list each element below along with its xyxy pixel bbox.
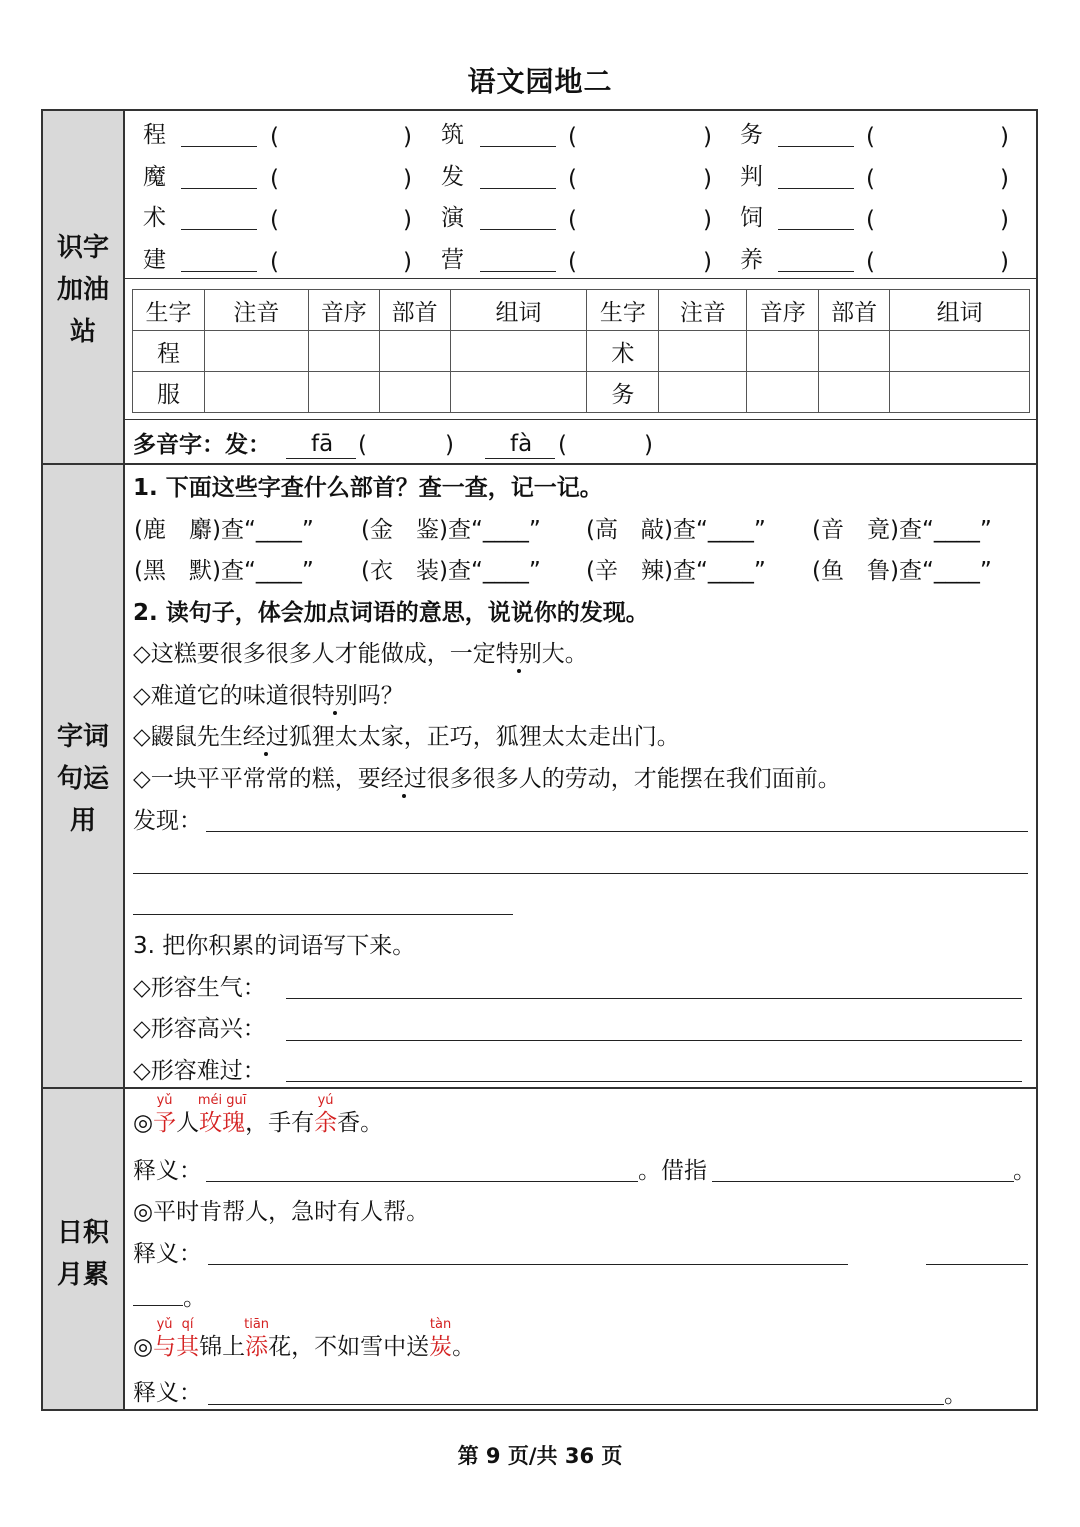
table-cell-blank[interactable] [450, 331, 587, 372]
section2-label [43, 716, 123, 842]
paren-close: ) [403, 207, 412, 233]
label-line: 站 [69, 317, 96, 347]
pinyin-blank[interactable] [778, 271, 854, 272]
paren-open: ( [568, 166, 577, 192]
pinyin-annotation: yǔ [156, 1317, 173, 1332]
paren-close: ) [1000, 249, 1009, 275]
section-label-column [43, 111, 125, 1409]
proverb-char: 予 [153, 1110, 177, 1136]
bullet-mark: ◎ [133, 1334, 154, 1360]
table-row [133, 372, 1030, 413]
char: 程 [143, 122, 166, 148]
word-category: ◇形容生气： [133, 975, 266, 1001]
label-line: 加油 [56, 275, 109, 305]
answer-line[interactable] [208, 1264, 848, 1265]
table-row [133, 331, 1030, 372]
table-cell-blank[interactable] [659, 331, 747, 372]
pinyin-blank[interactable] [181, 146, 257, 147]
table-cell-blank[interactable] [890, 372, 1030, 413]
pinyin-annotation: tiān [244, 1317, 270, 1332]
char: 筑 [441, 122, 464, 148]
label-line: 用 [69, 806, 96, 836]
pinyin-blank[interactable] [181, 188, 257, 189]
paren-close: ) [445, 432, 454, 458]
pinyin-blank[interactable] [480, 146, 556, 147]
sentence-2 [133, 681, 404, 711]
radical-item: (鱼 鲁)查“____” [812, 558, 992, 584]
answer-line[interactable] [206, 1181, 638, 1182]
period: 。 [944, 1382, 967, 1408]
annotated-char [153, 1317, 177, 1360]
radical-item: (辛 辣)查“____” [586, 558, 766, 584]
answer-line[interactable] [712, 1181, 1014, 1182]
word-category: ◇形容高兴： [133, 1016, 266, 1042]
pinyin-blank[interactable] [480, 271, 556, 272]
paren-open: ( [558, 432, 567, 458]
paren-open: ( [866, 166, 875, 192]
section1-label [43, 227, 123, 353]
pinyin-annotation: méi guī [197, 1093, 247, 1108]
paren-open: ( [866, 207, 875, 233]
pinyin-blank[interactable] [778, 229, 854, 230]
sentence-4 [133, 764, 841, 794]
answer-line[interactable] [286, 1081, 1022, 1082]
answer-line[interactable] [133, 914, 513, 915]
proverb-text: 香。 [337, 1110, 384, 1136]
proverb-char: 玫瑰 [199, 1110, 246, 1136]
proverb-char: 添 [245, 1334, 269, 1360]
paren-open: ( [568, 249, 577, 275]
polyphone-reading-1: fā [311, 431, 334, 457]
table-header: 组词 [890, 290, 1030, 331]
word-category: ◇形容难过： [133, 1058, 266, 1084]
bullet-mark: ◎ [133, 1110, 154, 1136]
question-3-title: 3. 把你积累的词语写下来。 [133, 933, 416, 959]
table-cell-blank[interactable] [308, 372, 379, 413]
char: 判 [740, 164, 763, 190]
pinyin-blank[interactable] [181, 229, 257, 230]
annotated-char [244, 1317, 270, 1360]
table-cell-char: 术 [587, 331, 659, 372]
meaning-label: 释义： [133, 1380, 202, 1406]
sentence-text: 吗？ [357, 683, 404, 709]
answer-line[interactable] [286, 1040, 1022, 1041]
paren-close: ) [1000, 207, 1009, 233]
annotated-char [176, 1317, 200, 1360]
table-cell-blank[interactable] [747, 372, 819, 413]
table-cell-blank[interactable] [204, 372, 308, 413]
annotated-char [314, 1093, 338, 1136]
table-cell-blank[interactable] [379, 331, 450, 372]
section-divider [43, 463, 1036, 465]
radical-item: (高 敲)查“____” [586, 517, 766, 543]
pinyin-blank[interactable] [778, 146, 854, 147]
proverb-char: 炭 [429, 1334, 453, 1360]
table-cell-blank[interactable] [204, 331, 308, 372]
section3-label [43, 1212, 123, 1296]
paren-open: ( [270, 166, 279, 192]
paren-open: ( [866, 249, 875, 275]
table-cell-blank[interactable] [890, 331, 1030, 372]
dotted-word: 经过 [242, 724, 289, 750]
char: 魔 [143, 164, 166, 190]
pinyin-blank[interactable] [480, 188, 556, 189]
char: 建 [143, 247, 166, 273]
sentence-text: 大。 [541, 641, 588, 667]
subsection-divider [125, 278, 1036, 279]
table-header-row [133, 290, 1030, 331]
table-cell-blank[interactable] [308, 331, 379, 372]
proverb-text: 花，不如雪中送 [268, 1334, 430, 1360]
dotted-word: 特别 [495, 641, 542, 667]
paren-close: ) [703, 124, 712, 150]
answer-line[interactable] [133, 873, 1028, 874]
proverb-text: 。 [452, 1334, 476, 1360]
answer-line[interactable] [208, 1404, 944, 1405]
pinyin-annotation: yú [317, 1093, 334, 1108]
label-line: 日积 [56, 1218, 109, 1248]
radical-item: (金 鉴)查“____” [361, 517, 541, 543]
period: 。 [1013, 1158, 1036, 1184]
table-header: 音序 [308, 290, 379, 331]
table-header: 音序 [747, 290, 819, 331]
table-cell-blank[interactable] [379, 372, 450, 413]
borrow-label: 。借指 [638, 1158, 707, 1184]
proverb-char: 余 [314, 1110, 338, 1136]
discover-label: 发现： [133, 808, 202, 834]
radical-item: (音 竟)查“____” [812, 517, 992, 543]
table-cell-blank[interactable] [747, 331, 819, 372]
page-title: 语文园地二 [467, 65, 613, 98]
table-header: 生字 [133, 290, 205, 331]
pinyin-annotation: qí [181, 1317, 194, 1332]
char: 营 [441, 247, 464, 273]
paren-close: ) [644, 432, 653, 458]
char: 发 [441, 164, 464, 190]
pinyin-annotation: tàn [429, 1317, 452, 1332]
section-divider [43, 1087, 1036, 1089]
annotated-char [429, 1317, 453, 1360]
page-footer: 第 9 页/共 36 页 [457, 1444, 623, 1468]
paren-close: ) [703, 249, 712, 275]
char: 养 [740, 247, 763, 273]
char: 术 [143, 205, 166, 231]
paren-close: ) [403, 166, 412, 192]
character-table [132, 289, 1030, 413]
subsection-divider [125, 419, 1036, 420]
proverb-2: ◎平时肯帮人，急时有人帮。 [133, 1199, 430, 1225]
paren-open: ( [270, 124, 279, 150]
table-cell-blank[interactable] [450, 372, 587, 413]
answer-line[interactable] [206, 831, 1028, 832]
proverb-3 [133, 1317, 476, 1362]
label-line: 识字 [56, 233, 109, 263]
table-cell-char: 务 [587, 372, 659, 413]
period: 。 [183, 1285, 206, 1311]
proverb-text: 人 [176, 1110, 200, 1136]
paren-close: ) [1000, 166, 1009, 192]
sentence-text: ◇难道它的味道很 [133, 683, 312, 709]
paren-close: ) [403, 249, 412, 275]
answer-line[interactable] [926, 1264, 1028, 1265]
sentence-text: 很多很多人的劳动，才能摆在我们面前。 [426, 766, 841, 792]
answer-line[interactable] [286, 998, 1022, 999]
paren-open: ( [568, 124, 577, 150]
radical-item: (黑 默)查“____” [134, 558, 314, 584]
pinyin-blank[interactable] [480, 229, 556, 230]
paren-open: ( [866, 124, 875, 150]
proverb-text: 锦上 [199, 1334, 246, 1360]
paren-open: ( [358, 432, 367, 458]
table-header: 注音 [659, 290, 747, 331]
paren-open: ( [568, 207, 577, 233]
char: 饲 [740, 205, 763, 231]
table-cell-blank[interactable] [819, 331, 890, 372]
proverb-text: ，手有 [245, 1110, 315, 1136]
meaning-label: 释义： [133, 1158, 202, 1184]
sentence-text: ◇这糕要很多很多人才能做成，一定 [133, 641, 496, 667]
table-cell-blank[interactable] [819, 372, 890, 413]
pinyin-blank[interactable] [181, 271, 257, 272]
label-line: 月累 [56, 1260, 109, 1290]
annotated-char [153, 1093, 177, 1136]
table-header: 注音 [204, 290, 308, 331]
polyphone-reading-2: fà [510, 431, 533, 457]
polyphone-label: 多音字：发： [133, 432, 271, 458]
meaning-label: 释义： [133, 1241, 202, 1267]
pinyin-blank[interactable] [778, 188, 854, 189]
radical-item: (衣 装)查“____” [361, 558, 541, 584]
proverb-char: 与 [153, 1334, 177, 1360]
label-line: 句运 [56, 764, 109, 794]
sentence-3 [133, 722, 680, 752]
dotted-word: 经过 [380, 766, 427, 792]
dotted-word: 特别 [311, 683, 358, 709]
pinyin-annotation: yǔ [156, 1093, 173, 1108]
polyphone-underline [286, 458, 356, 459]
paren-close: ) [1000, 124, 1009, 150]
sentence-text: ◇鼹鼠先生 [133, 724, 243, 750]
label-line: 字词 [56, 722, 109, 752]
paren-open: ( [270, 207, 279, 233]
polyphone-underline [485, 458, 555, 459]
char: 演 [441, 205, 464, 231]
proverb-char: 其 [176, 1334, 200, 1360]
sentence-text: 狐狸太太家，正巧，狐狸太太走出门。 [288, 724, 680, 750]
annotated-char [197, 1093, 247, 1136]
table-header: 组词 [450, 290, 587, 331]
answer-line[interactable] [133, 1305, 183, 1306]
radical-item: (鹿 麝)查“____” [134, 517, 314, 543]
paren-close: ) [703, 207, 712, 233]
question-1-title: 1. 下面这些字查什么部首？查一查，记一记。 [133, 475, 603, 501]
table-header: 部首 [379, 290, 450, 331]
table-header: 部首 [819, 290, 890, 331]
char: 务 [740, 122, 763, 148]
sentence-text: ◇一块平平常常的糕，要 [133, 766, 381, 792]
table-cell-char: 程 [133, 331, 205, 372]
paren-open: ( [270, 249, 279, 275]
paren-close: ) [403, 124, 412, 150]
table-header: 生字 [587, 290, 659, 331]
table-cell-char: 服 [133, 372, 205, 413]
sentence-1 [133, 639, 588, 669]
proverb-1 [133, 1093, 384, 1138]
paren-close: ) [703, 166, 712, 192]
question-2-title: 2. 读句子，体会加点词语的意思，说说你的发现。 [133, 600, 649, 626]
table-cell-blank[interactable] [659, 372, 747, 413]
